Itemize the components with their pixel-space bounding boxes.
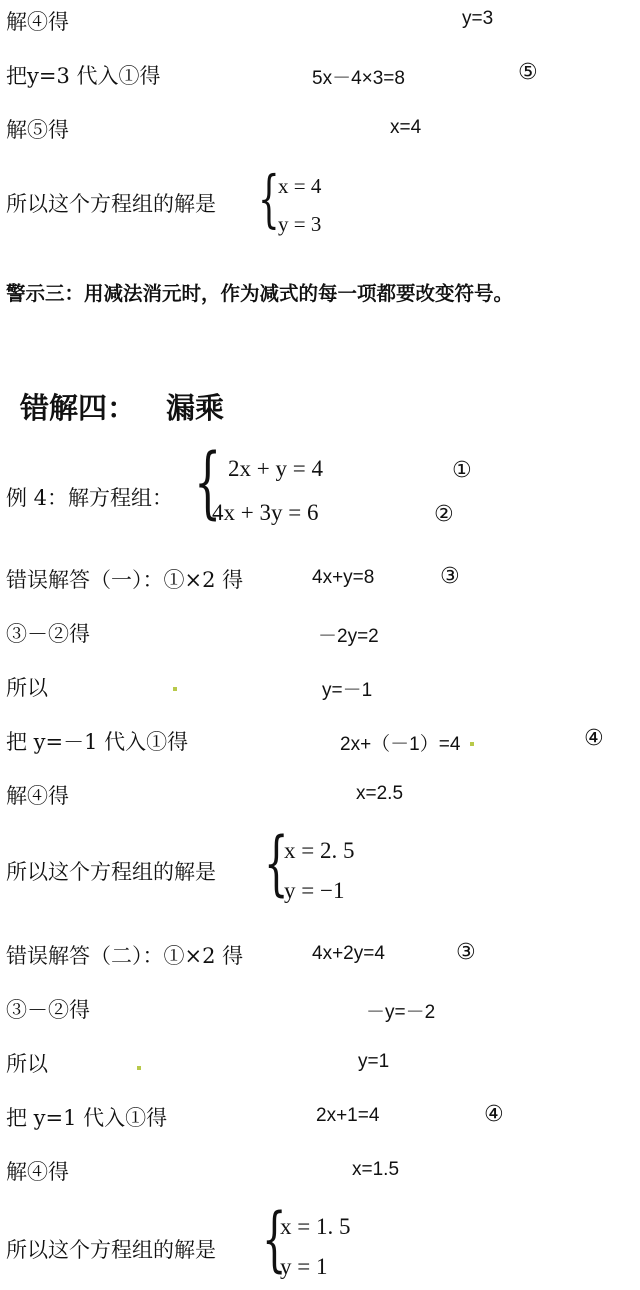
solution-text: 所以这个方程组的解是 [6,192,216,216]
equation-number: ④ [484,1102,504,1127]
step-equation: 2x+（－1）=4 [340,734,461,755]
step-text: 解④得 [6,10,69,34]
solution-y: y = −1 [284,878,345,903]
example-system [194,438,364,538]
step-equation: －y=－2 [366,1002,436,1023]
step-equation: y=3 [462,8,494,29]
step-text: 错误解答（一）：①×2 得 [6,568,244,592]
step-equation: x=4 [390,117,422,138]
equation-number: ② [434,502,454,527]
equation-number: ③ [456,940,476,965]
example-label: 例 4：解方程组： [6,486,174,510]
warning-text: 警示三：用减法消元时，作为减式的每一项都要改变符号。 [6,282,514,305]
solution-text: 所以这个方程组的解是 [6,860,216,884]
step-text: 把y=3 代入①得 [6,64,161,88]
solution-text: 所以这个方程组的解是 [6,1238,216,1262]
left-brace: { [194,438,222,528]
step-text: 解④得 [6,784,69,808]
step-equation: x=1.5 [352,1159,400,1180]
left-brace: { [258,162,280,235]
step-text: 错误解答（二）：①×2 得 [6,944,244,968]
solution-system [264,822,384,914]
left-brace: { [264,822,289,904]
solution-y: y = 3 [278,212,322,236]
step-text: 把 y=－1 代入①得 [6,730,189,754]
left-brace: { [262,1198,287,1280]
equation-number: ④ [584,726,604,751]
step-equation: 2x+1=4 [316,1105,380,1126]
equation-number: ⑤ [518,60,538,85]
solution-x: x = 2. 5 [284,838,355,863]
solution-system [258,162,358,244]
equation-number: ③ [440,564,460,589]
section-subtitle: 漏乘 [166,391,225,425]
step-equation: 4x+2y=4 [312,943,385,964]
step-equation: y=－1 [322,680,373,701]
step-equation: 5x－4×3=8 [312,68,405,89]
step-equation: y=1 [358,1051,390,1072]
step-text: ③－②得 [6,622,90,646]
step-text: 把 y=1 代入①得 [6,1106,168,1130]
section-title: 错解四： [20,391,137,425]
step-equation: －2y=2 [318,626,379,647]
step-text: 解④得 [6,1160,69,1184]
solution-system [262,1198,382,1288]
example-equation-2: 4x + 3y = 6 [212,500,319,525]
solution-x: x = 4 [278,174,322,198]
equation-number: ① [452,458,472,483]
step-text: 所以 [6,676,48,700]
solution-y: y = 1 [280,1254,328,1279]
step-text: ③－②得 [6,998,90,1022]
solution-x: x = 1. 5 [280,1214,351,1239]
step-text: 解⑤得 [6,118,69,142]
example-equation-1: 2x + y = 4 [228,456,323,481]
step-equation: x=2.5 [356,783,404,804]
step-text: 所以 [6,1052,48,1076]
step-equation: 4x+y=8 [312,567,375,588]
